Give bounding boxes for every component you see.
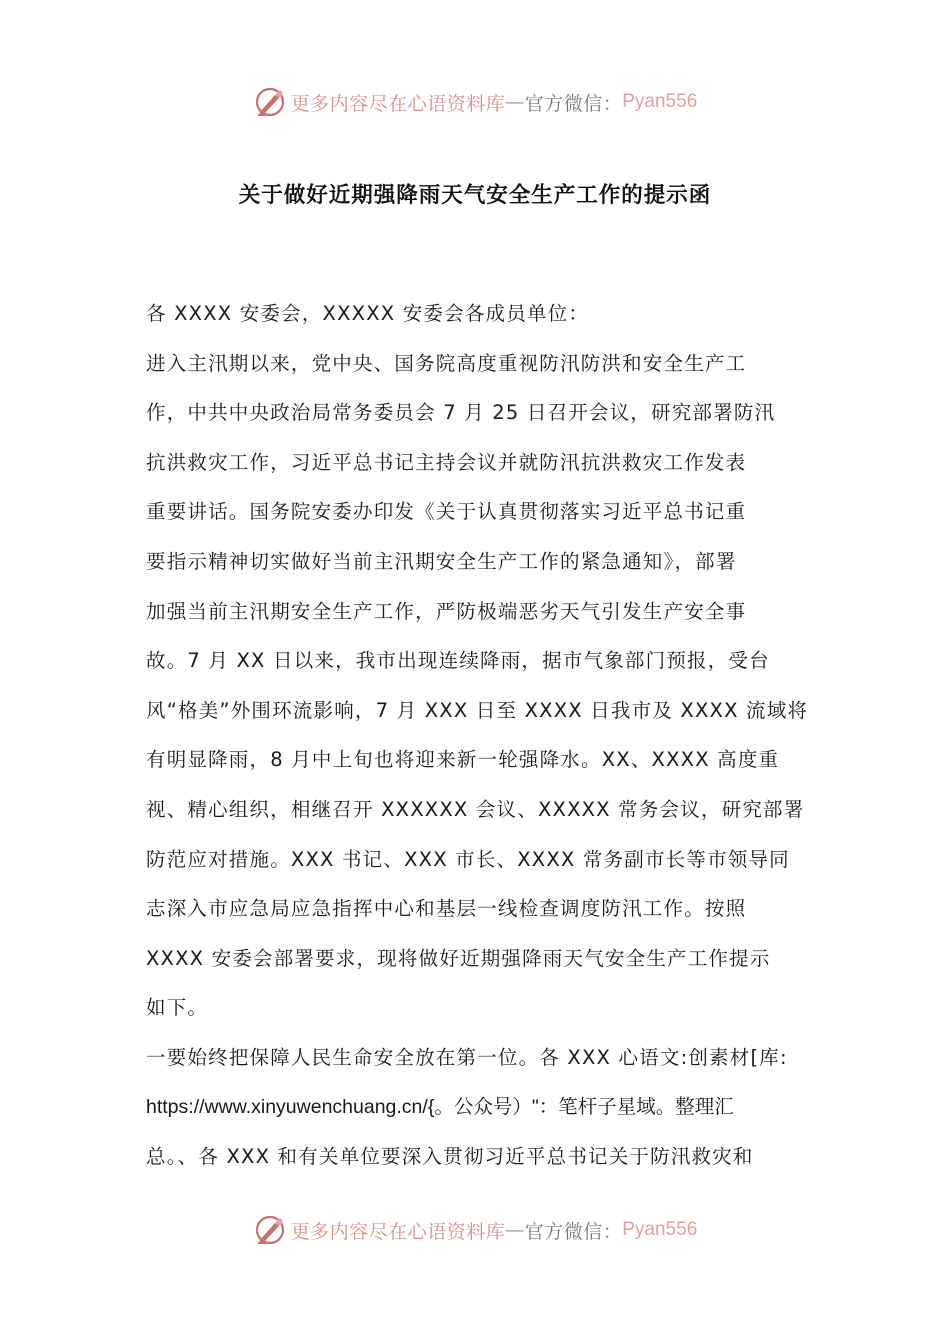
watermark-dash: — bbox=[505, 91, 525, 113]
watermark-official-label: 官方微信： bbox=[524, 92, 623, 115]
body-line: 如下。 bbox=[146, 996, 209, 1020]
pen-nib-logo-icon bbox=[253, 1213, 287, 1247]
salutation-line: 各 XXXX 安委会，XXXXX 安委会各成员单位： bbox=[146, 302, 590, 325]
body-line: 有明显降雨，8 月中上旬也将迎来新一轮强降水。XX、XXXX 高度重 bbox=[146, 748, 780, 772]
body-line: 志深入市应急局应急指挥中心和基层一线检查调度防汛工作。按照 bbox=[146, 897, 747, 921]
pen-nib-logo-icon bbox=[253, 85, 287, 119]
body-line: 防范应对措施。XXX 书记、XXX 市长、XXXX 常务副市长等市领导同 bbox=[146, 847, 790, 871]
body-line: 重要讲话。国务院安委办印发《关于认真贯彻落实习近平总书记重 bbox=[146, 500, 747, 524]
body-line: XXXX 安委会部署要求，现将做好近期强降雨天气安全生产工作提示 bbox=[146, 946, 771, 970]
watermark-main-text: 更多内容尽在心语资料库 bbox=[290, 1220, 506, 1243]
body-line: 要指示精神切实做好当前主汛期安全生产工作的紧急通知》，部署 bbox=[146, 549, 737, 573]
header-watermark-content bbox=[253, 85, 698, 119]
body-line: 抗洪救灾工作，习近平总书记主持会议并就防汛抗洪救灾工作发表 bbox=[146, 450, 747, 474]
watermark-wechat-id: Pyan556 bbox=[622, 1219, 698, 1240]
body-line: 视、精心组织，相继召开 XXXXXX 会议、XXXXX 常务会议，研究部署 bbox=[146, 797, 805, 821]
body-line: 一要始终把保障人民生命安全放在第一位。各 XXX 心语文:创素材[库: bbox=[146, 1045, 788, 1069]
watermark-main-text: 更多内容尽在心语资料库 bbox=[290, 92, 506, 115]
footer-watermark-banner bbox=[0, 1206, 950, 1254]
watermark-wechat-id: Pyan556 bbox=[622, 91, 698, 112]
footer-watermark-content bbox=[253, 1213, 698, 1247]
document-body bbox=[146, 289, 810, 1182]
body-line: 加强当前主汛期安全生产工作，严防极端恶劣天气引发生产安全事 bbox=[146, 599, 747, 623]
document-title: 关于做好近期强降雨天气安全生产工作的提示函 bbox=[238, 183, 712, 208]
watermark-dash: — bbox=[505, 1219, 525, 1241]
header-watermark-banner bbox=[0, 78, 950, 126]
body-line: 进入主汛期以来，党中央、国务院高度重视防汛防洪和安全生产工 bbox=[146, 351, 747, 375]
body-line: 风“格美”外围环流影响，7 月 XXX 日至 XXXX 日我市及 XXXX 流域将 bbox=[146, 698, 809, 722]
body-line: 总。、各 XXX 和有关单位要深入贯彻习近平总书记关于防汛救灾和 bbox=[146, 1145, 754, 1169]
url-line: https://www.xinyuwenchuang.cn/{。公众号）"：笔杆子星域。整理汇 bbox=[146, 1095, 734, 1118]
watermark-official-label: 官方微信： bbox=[524, 1220, 623, 1243]
body-line: 故。7 月 XX 日以来，我市出现连续降雨，据市气象部门预报，受台 bbox=[146, 649, 770, 673]
body-line: 作，中共中央政治局常务委员会 7 月 25 日召开会议，研究部署防汛 bbox=[146, 401, 776, 425]
